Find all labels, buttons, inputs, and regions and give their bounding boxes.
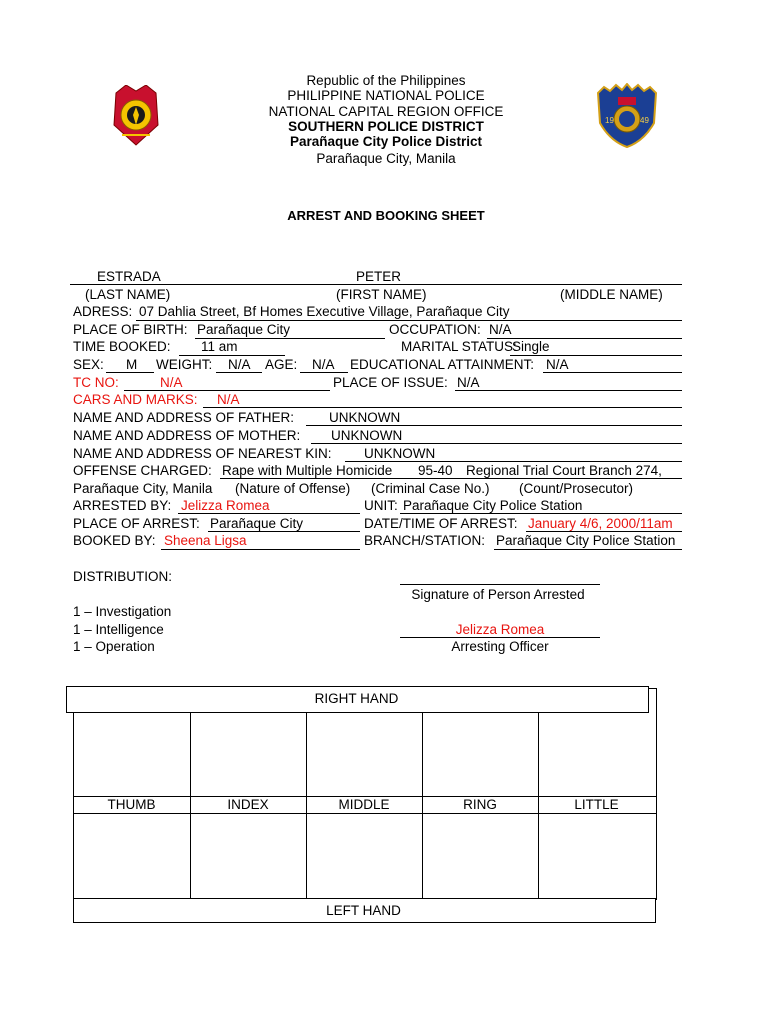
birth-label: PLACE OF BIRTH:	[73, 322, 188, 337]
page-title: ARREST AND BOOKING SHEET	[287, 208, 485, 223]
right-hand-label: RIGHT HAND	[314, 691, 399, 706]
weight-label: WEIGHT:	[156, 357, 213, 372]
first-name-value: PETER	[356, 269, 402, 284]
address-value: 07 Dahlia Street, Bf Homes Executive Village, Parañaque City	[139, 304, 510, 319]
kin-label: NAME AND ADDRESS OF NEAREST KIN:	[73, 446, 332, 461]
finger-label-middle: MIDDLE	[338, 797, 390, 812]
date-arrest-underline	[526, 531, 682, 532]
father-value: UNKNOWN	[329, 410, 401, 425]
occupation-label: OCCUPATION:	[389, 322, 481, 337]
tc-label: TC NO:	[73, 375, 119, 390]
place-arrest-underline	[208, 531, 360, 532]
booked-value: Sheena Ligsa	[164, 533, 247, 548]
spd-logo-year-left: 19	[605, 116, 614, 125]
place-arrest-value: Parañaque City	[210, 516, 304, 531]
weight-underline	[216, 372, 262, 373]
tc-underline	[124, 390, 330, 391]
marital-value: Single	[512, 339, 550, 354]
arrested-label: ARRESTED BY:	[73, 498, 172, 513]
date-arrest-label: DATE/TIME OF ARREST:	[364, 516, 518, 531]
father-label: NAME AND ADDRESS OF FATHER:	[73, 410, 295, 425]
branch-label: BRANCH/STATION:	[364, 533, 486, 548]
pnp-logo	[112, 85, 160, 147]
address-label: ADRESS:	[73, 304, 133, 319]
header-pnp: PHILIPPINE NATIONAL POLICE	[287, 88, 485, 103]
finger-label-ring: RING	[463, 797, 497, 812]
kin-value: UNKNOWN	[364, 446, 436, 461]
offense-underline	[220, 478, 682, 479]
offense-line2: Parañaque City, Manila	[73, 481, 213, 496]
birth-value: Parañaque City	[197, 322, 291, 337]
age-label: AGE:	[265, 357, 298, 372]
occupation-value: N/A	[489, 322, 512, 337]
father-underline	[306, 425, 682, 426]
booked-label: BOOKED BY:	[73, 533, 156, 548]
branch-underline	[494, 549, 682, 550]
sex-value: M	[126, 357, 138, 372]
issue-underline	[455, 390, 682, 391]
education-value: N/A	[546, 357, 569, 372]
header-city: Parañaque City, Manila	[316, 151, 456, 166]
cars-value: N/A	[217, 392, 240, 407]
fp-label-bottom	[73, 813, 656, 814]
unit-label: UNIT:	[364, 498, 398, 513]
header-ncro: NATIONAL CAPITAL REGION OFFICE	[268, 104, 504, 119]
offense-label: OFFENSE CHARGED:	[73, 463, 212, 478]
officer-name: Jelizza Romea	[455, 622, 545, 637]
sex-underline	[106, 372, 154, 373]
date-arrest-value: January 4/6, 2000/11am	[528, 516, 673, 531]
signature-label: Signature of Person Arrested	[411, 587, 585, 602]
education-underline	[543, 372, 682, 373]
unit-value: Parañaque City Police Station	[403, 498, 583, 513]
weight-value: N/A	[228, 357, 251, 372]
kin-underline	[345, 461, 682, 462]
last-name-value: ESTRADA	[97, 269, 161, 284]
cars-underline	[203, 407, 682, 408]
time-underline	[179, 355, 285, 356]
cars-label: CARS AND MARKS:	[73, 392, 198, 407]
first-name-label: (FIRST NAME)	[336, 287, 427, 302]
booked-underline	[161, 549, 360, 550]
name-underline	[70, 284, 682, 285]
middle-name-label: (MIDDLE NAME)	[560, 287, 663, 302]
last-name-label: (LAST NAME)	[85, 287, 171, 302]
nature-label: (Nature of Offense)	[235, 481, 351, 496]
signature-line	[400, 584, 600, 585]
mother-label: NAME AND ADDRESS OF MOTHER:	[73, 428, 301, 443]
education-label: EDUCATIONAL ATTAINMENT:	[350, 357, 535, 372]
mother-underline	[311, 443, 682, 444]
arrested-underline	[178, 513, 360, 514]
branch-value: Parañaque City Police Station	[496, 533, 676, 548]
distribution-item-intelligence: 1 – Intelligence	[73, 622, 164, 637]
age-underline	[300, 372, 348, 373]
header-spd: SOUTHERN POLICE DISTRICT	[288, 119, 484, 134]
issue-label: PLACE OF ISSUE:	[333, 375, 448, 390]
offense-value: Rape with Multiple Homicide	[222, 463, 393, 478]
fingerprint-grid	[73, 688, 657, 900]
finger-label-little: LITTLE	[574, 797, 619, 812]
distribution-item-operation: 1 – Operation	[73, 639, 155, 654]
header-pcpd: Parañaque City Police District	[289, 134, 483, 149]
time-value: 11 am	[201, 339, 238, 354]
tc-value: N/A	[160, 375, 183, 390]
mother-value: UNKNOWN	[331, 428, 403, 443]
count-label: (Count/Prosecutor)	[519, 481, 634, 496]
unit-underline	[400, 513, 682, 514]
age-value: N/A	[312, 357, 335, 372]
officer-line	[400, 637, 600, 638]
spd-logo	[596, 83, 658, 149]
place-arrest-label: PLACE OF ARREST:	[73, 516, 200, 531]
marital-label: MARITAL STATUS:	[401, 339, 517, 354]
issue-value: N/A	[457, 375, 480, 390]
officer-label: Arresting Officer	[451, 639, 549, 654]
distribution-item-investigation: 1 – Investigation	[73, 604, 172, 619]
marital-underline	[510, 355, 682, 356]
arrested-value: Jelizza Romea	[181, 498, 270, 513]
spd-logo-year-right: 49	[640, 116, 649, 125]
time-label: TIME BOOKED:	[73, 339, 171, 354]
left-hand-label: LEFT HAND	[326, 903, 401, 918]
sex-label: SEX:	[73, 357, 104, 372]
address-underline	[136, 320, 682, 321]
case-label: (Criminal Case No.)	[371, 481, 490, 496]
distribution-label: DISTRIBUTION:	[73, 569, 173, 584]
finger-label-index: INDEX	[227, 797, 269, 812]
case-value: 95-40	[418, 463, 453, 478]
header-republic: Republic of the Philippines	[306, 73, 466, 88]
court-value: Regional Trial Court Branch 274,	[466, 463, 662, 478]
finger-label-thumb: THUMB	[107, 797, 156, 812]
